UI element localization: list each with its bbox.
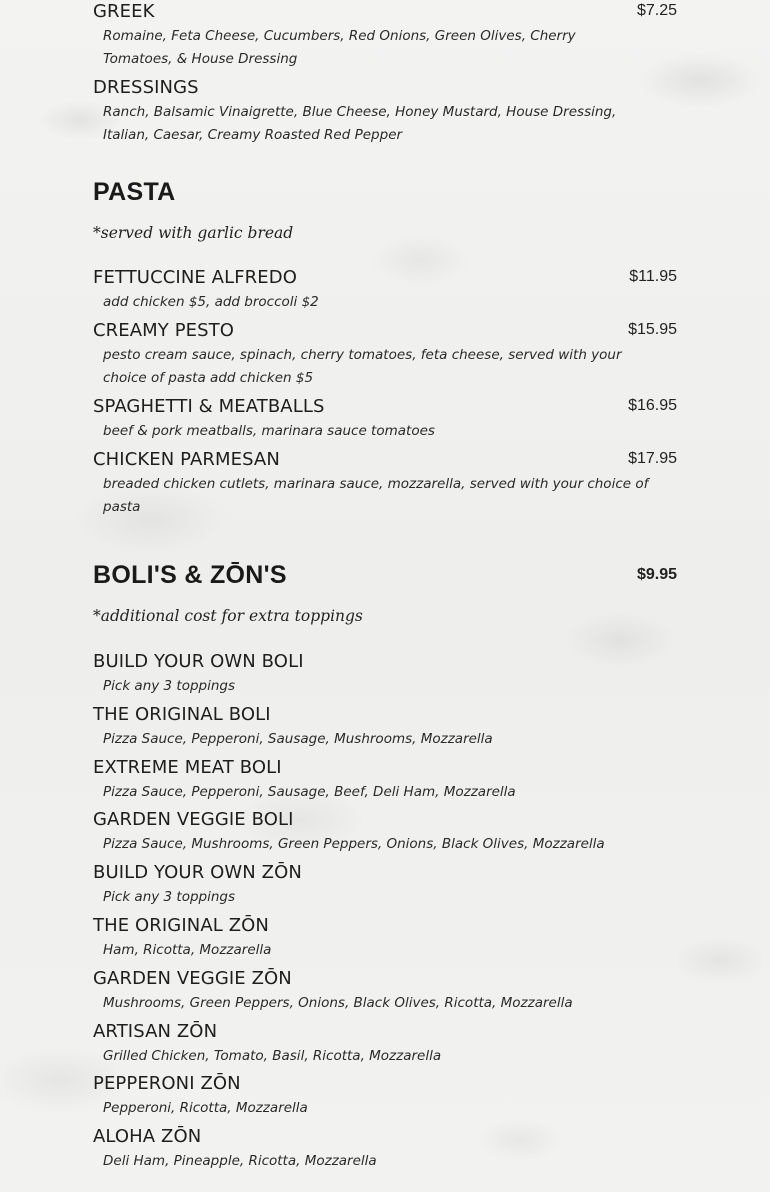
section-title: BOLI'S & ZŌN'S	[93, 561, 287, 589]
item-description: beef & pork meatballs, marinara sauce tomatoes	[103, 423, 435, 439]
item-name: GARDEN VEGGIE BOLI	[93, 809, 294, 830]
item-name: FETTUCCINE ALFREDO	[93, 267, 297, 288]
item-description: Mushrooms, Green Peppers, Onions, Black Olives, Ricotta, Mozzarella	[103, 995, 573, 1011]
item-name: EXTREME MEAT BOLI	[93, 757, 282, 778]
item-name: BUILD YOUR OWN ZŌN	[93, 862, 302, 883]
item-name: PEPPERONI ZŌN	[93, 1073, 241, 1094]
item-description: breaded chicken cutlets, marinara sauce, mozzarella, served with your choice of pasta	[103, 476, 649, 515]
item-name: THE ORIGINAL ZŌN	[93, 915, 269, 936]
item-name: BUILD YOUR OWN BOLI	[93, 651, 304, 672]
menu-item	[93, 914, 677, 962]
item-description: Ranch, Balsamic Vinaigrette, Blue Cheese, Honey Mustard, House Dressing, Italian, Caesar, Creamy Roasted Red Pepper	[103, 104, 617, 143]
menu-item	[93, 808, 677, 856]
item-name: SPAGHETTI & MEATBALLS	[93, 396, 325, 417]
item-name: ALOHA ZŌN	[93, 1126, 202, 1147]
menu-item	[93, 703, 677, 751]
section-note: *served with garlic bread	[93, 224, 294, 242]
menu-item	[93, 1072, 677, 1120]
item-name: GREEK	[93, 1, 155, 22]
item-name: THE ORIGINAL BOLI	[93, 704, 271, 725]
item-price: $11.95	[629, 268, 677, 285]
menu-item	[93, 395, 677, 443]
item-description: Pizza Sauce, Pepperoni, Sausage, Beef, Deli Ham, Mozzarella	[103, 784, 516, 800]
item-name: GARDEN VEGGIE ZŌN	[93, 968, 292, 989]
section-note: *additional cost for extra toppings	[93, 607, 363, 625]
item-price: $7.25	[636, 2, 677, 19]
item-description: Pepperoni, Ricotta, Mozzarella	[103, 1100, 308, 1116]
menu-item	[93, 756, 677, 804]
item-name: DRESSINGS	[93, 77, 199, 98]
menu-item	[93, 266, 677, 314]
item-description: Romaine, Feta Cheese, Cucumbers, Red Onions, Green Olives, Cherry Tomatoes, & House Dressing	[103, 28, 576, 67]
menu-item	[93, 1125, 677, 1173]
menu-item	[93, 448, 677, 519]
item-name: CREAMY PESTO	[93, 320, 235, 341]
item-price: $16.95	[628, 397, 677, 414]
item-description: Pizza Sauce, Pepperoni, Sausage, Mushrooms, Mozzarella	[103, 731, 493, 747]
item-description: Pick any 3 toppings	[103, 889, 236, 905]
menu-item	[93, 967, 677, 1015]
item-name: ARTISAN ZŌN	[93, 1021, 218, 1042]
item-description: Pizza Sauce, Mushrooms, Green Peppers, Onions, Black Olives, Mozzarella	[103, 836, 605, 852]
section-title: PASTA	[93, 178, 176, 206]
item-description: Ham, Ricotta, Mozzarella	[103, 942, 272, 958]
item-name: CHICKEN PARMESAN	[93, 449, 280, 470]
menu-item	[93, 0, 677, 71]
item-description: Pick any 3 toppings	[103, 678, 236, 694]
menu-item	[93, 319, 677, 390]
menu-item	[93, 1020, 677, 1068]
item-description: Grilled Chicken, Tomato, Basil, Ricotta, Mozzarella	[103, 1048, 442, 1064]
section-price: $9.95	[636, 566, 677, 583]
item-description: Deli Ham, Pineapple, Ricotta, Mozzarella	[103, 1153, 377, 1169]
item-description: add chicken $5, add broccoli $2	[103, 294, 319, 310]
item-price: $15.95	[628, 321, 677, 338]
item-price: $17.95	[628, 450, 677, 467]
menu-item	[93, 861, 677, 909]
menu-item	[93, 76, 677, 147]
item-description: pesto cream sauce, spinach, cherry tomatoes, feta cheese, served with your choice of pasta add chicken $5	[103, 347, 622, 386]
menu-item	[93, 650, 677, 698]
